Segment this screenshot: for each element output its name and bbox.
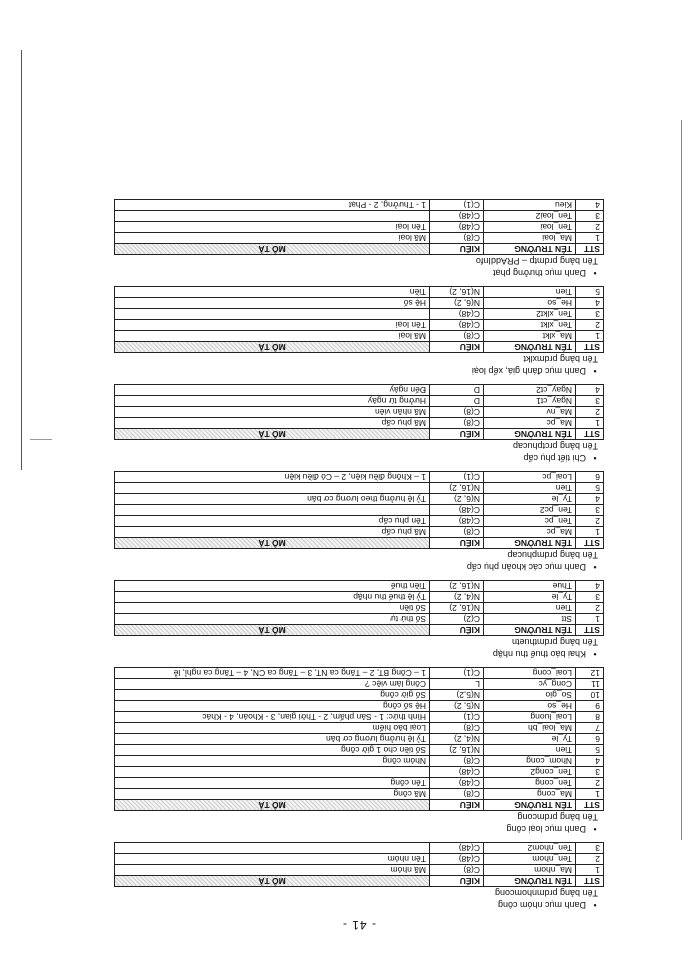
cell-mo-ta: Mã phụ cấp	[115, 527, 430, 538]
cell-ten-truong: Thue	[484, 581, 576, 592]
cell-mo-ta: Tỷ lệ hưởng lương cơ bản	[115, 734, 430, 745]
section-heading-text: Danh mục thưởng phạt	[493, 268, 586, 278]
cell-stt: 1	[576, 865, 604, 876]
cell-stt: 9	[576, 701, 604, 712]
cell-kieu: C(1)	[430, 472, 484, 483]
page-number: - 41 -	[342, 918, 377, 932]
cell-ten-truong: Ngay_ct2	[484, 385, 576, 396]
cell-kieu: N(6, 2)	[430, 494, 484, 505]
cell-kieu: C(8)	[430, 723, 484, 734]
cell-kieu: C(48)	[430, 854, 484, 865]
edge-dash-mark	[30, 439, 52, 440]
cell-stt: 12	[576, 668, 604, 679]
cell-mo-ta	[115, 309, 430, 320]
cell-ten-truong: Ma_cong	[484, 789, 576, 800]
header-kieu: KIỂU	[430, 244, 484, 255]
cell-kieu: C(8)	[430, 418, 484, 429]
cell-stt: 2	[576, 222, 604, 233]
cell-kieu: C(8)	[430, 527, 484, 538]
cell-mo-ta: 1 - Thưởng, 2 - Phạt	[115, 200, 430, 211]
table-row	[115, 233, 604, 244]
cell-mo-ta: Hình thức: 1 - Sản phẩm, 2 - Thời gian, 3 - Khoán, 4 - Khác	[115, 712, 430, 723]
section-heading	[114, 562, 604, 572]
cell-kieu: C(48)	[430, 767, 484, 778]
table-caption: Tên bảng prdmphucap	[507, 550, 598, 560]
table-row	[115, 581, 604, 592]
header-stt: STT	[576, 538, 604, 549]
cell-ten-truong: Kieu	[484, 200, 576, 211]
section-heading	[114, 366, 604, 376]
cell-mo-ta: Mã loại	[115, 331, 430, 342]
cell-ten-truong: Tien	[484, 745, 576, 756]
table-row	[115, 734, 604, 745]
cell-kieu: N(16, 2)	[430, 603, 484, 614]
cell-mo-ta: Số tiền cho 1 giờ công	[115, 745, 430, 756]
table-row	[115, 712, 604, 723]
table-row	[115, 287, 604, 298]
cell-mo-ta: Tỷ lệ hưởng theo lương cơ bản	[115, 494, 430, 505]
cell-ten-truong: Ten_xlkt2	[484, 309, 576, 320]
cell-kieu: L	[430, 679, 484, 690]
header-kieu: KIỂU	[430, 538, 484, 549]
cell-stt: 5	[576, 287, 604, 298]
header-stt: STT	[576, 342, 604, 353]
cell-kieu: C(2)	[430, 614, 484, 625]
table-row	[115, 854, 604, 865]
cell-mo-ta: Mã nhóm	[115, 865, 430, 876]
header-stt: STT	[576, 244, 604, 255]
field-table	[114, 199, 604, 255]
cell-kieu: D	[430, 396, 484, 407]
cell-stt: 2	[576, 778, 604, 789]
section-heading-text: Danh mục đánh giá, xếp loại	[471, 366, 586, 376]
header-stt: STT	[576, 800, 604, 811]
header-ten-truong: TÊN TRƯỜNG	[484, 625, 576, 636]
table-row	[115, 200, 604, 211]
cell-ten-truong: Ma_nv	[484, 407, 576, 418]
cell-kieu: N(5,2)	[430, 690, 484, 701]
section-heading	[114, 453, 604, 463]
table-row	[115, 614, 604, 625]
cell-mo-ta: Mã loại	[115, 233, 430, 244]
bullet-icon: •	[593, 268, 597, 278]
table-header-row	[115, 876, 604, 887]
table-row	[115, 472, 604, 483]
bullet-icon: •	[593, 453, 597, 463]
cell-stt: 4	[576, 385, 604, 396]
field-table	[114, 667, 604, 811]
table-row	[115, 723, 604, 734]
table-row	[115, 865, 604, 876]
cell-mo-ta: Tên nhóm	[115, 854, 430, 865]
left-margin-line	[21, 50, 22, 470]
table-row	[115, 309, 604, 320]
bullet-icon: •	[593, 824, 597, 834]
header-mo-ta: MÔ TẢ	[115, 876, 430, 887]
cell-kieu: N(16, 2)	[430, 287, 484, 298]
header-ten-truong: TÊN TRƯỜNG	[484, 800, 576, 811]
cell-ten-truong: Ten_cong2	[484, 767, 576, 778]
cell-stt: 1	[576, 418, 604, 429]
table-header-row	[115, 800, 604, 811]
sections-container	[114, 199, 604, 910]
table-row	[115, 527, 604, 538]
cell-mo-ta: Mã phụ cấp	[115, 418, 430, 429]
cell-stt: 3	[576, 211, 604, 222]
cell-kieu: C(8)	[430, 407, 484, 418]
cell-ten-truong: Tien	[484, 483, 576, 494]
cell-ten-truong: Ty_le	[484, 592, 576, 603]
cell-ten-truong: He_so	[484, 298, 576, 309]
table-row	[115, 789, 604, 800]
table-section	[114, 384, 604, 463]
header-stt: STT	[576, 429, 604, 440]
cell-stt: 7	[576, 723, 604, 734]
cell-stt: 3	[576, 309, 604, 320]
table-row	[115, 222, 604, 233]
bullet-icon: •	[593, 649, 597, 659]
cell-kieu: N(16, 2)	[430, 745, 484, 756]
cell-ten-truong: Cong_yc	[484, 679, 576, 690]
bullet-icon: •	[593, 900, 597, 910]
cell-stt: 1	[576, 614, 604, 625]
cell-ten-truong: Ten_cong	[484, 778, 576, 789]
table-row	[115, 407, 604, 418]
section-heading-text: Danh mục các khoản phụ cấp	[466, 562, 586, 572]
cell-mo-ta: Tiền	[115, 287, 430, 298]
cell-mo-ta: Hưởng từ ngày	[115, 396, 430, 407]
cell-kieu: N(16, 2)	[430, 483, 484, 494]
table-row	[115, 494, 604, 505]
table-row	[115, 385, 604, 396]
cell-mo-ta: Hệ số công	[115, 701, 430, 712]
cell-ten-truong: Ten_loai2	[484, 211, 576, 222]
cell-mo-ta: Tên phụ cấp	[115, 516, 430, 527]
cell-ten-truong: Loai_pc	[484, 472, 576, 483]
table-row	[115, 592, 604, 603]
cell-stt: 6	[576, 734, 604, 745]
cell-kieu: N(5, 2)	[430, 701, 484, 712]
section-heading-text: Khai báo thuế thu nhập	[492, 649, 586, 659]
table-section	[114, 667, 604, 834]
cell-ten-truong: Ma_pc	[484, 418, 576, 429]
header-kieu: KIỂU	[430, 429, 484, 440]
table-caption: Tên bảng prdmcong	[517, 812, 598, 822]
cell-kieu: N(16, 2)	[430, 581, 484, 592]
table-row	[115, 331, 604, 342]
table-header-row	[115, 342, 604, 353]
cell-mo-ta	[115, 843, 430, 854]
cell-stt: 3	[576, 767, 604, 778]
cell-mo-ta: Đến ngày	[115, 385, 430, 396]
cell-kieu: C(48)	[430, 516, 484, 527]
header-kieu: KIỂU	[430, 876, 484, 887]
cell-mo-ta: Loại bảo hiểm	[115, 723, 430, 734]
cell-mo-ta: Tên loại	[115, 320, 430, 331]
table-row	[115, 668, 604, 679]
cell-kieu: N(4, 2)	[430, 734, 484, 745]
table-caption: Tên bảng prdmxlkt	[523, 354, 598, 364]
cell-stt: 1	[576, 527, 604, 538]
table-row	[115, 418, 604, 429]
cell-mo-ta: Số tiền	[115, 603, 430, 614]
section-heading-text: Danh mục nhóm công	[497, 900, 586, 910]
cell-kieu: C(48)	[430, 309, 484, 320]
cell-mo-ta: Hệ số	[115, 298, 430, 309]
cell-stt: 8	[576, 712, 604, 723]
cell-ten-truong: Loai_cong	[484, 668, 576, 679]
table-row	[115, 298, 604, 309]
cell-ten-truong: Ma_pc	[484, 527, 576, 538]
table-row	[115, 767, 604, 778]
cell-stt: 5	[576, 745, 604, 756]
cell-mo-ta: 1 – Không điều kiện, 2 – Có điều kiện	[115, 472, 430, 483]
cell-stt: 3	[576, 843, 604, 854]
table-row	[115, 756, 604, 767]
header-ten-truong: TÊN TRƯỜNG	[484, 538, 576, 549]
bullet-icon: •	[593, 366, 597, 376]
cell-stt: 4	[576, 298, 604, 309]
header-ten-truong: TÊN TRƯỜNG	[484, 429, 576, 440]
table-row	[115, 745, 604, 756]
cell-mo-ta	[115, 483, 430, 494]
table-section	[114, 199, 604, 278]
cell-stt: 4	[576, 494, 604, 505]
table-row	[115, 505, 604, 516]
table-row	[115, 701, 604, 712]
cell-kieu: D	[430, 385, 484, 396]
table-row	[115, 679, 604, 690]
section-heading	[114, 824, 604, 834]
cell-mo-ta	[115, 211, 430, 222]
table-section	[114, 471, 604, 572]
cell-ten-truong: Ngay_ct1	[484, 396, 576, 407]
cell-ten-truong: So_gio	[484, 690, 576, 701]
cell-stt: 10	[576, 690, 604, 701]
cell-kieu: N(4, 2)	[430, 592, 484, 603]
cell-mo-ta: Nhóm công	[115, 756, 430, 767]
header-mo-ta: MÔ TẢ	[115, 244, 430, 255]
section-heading	[114, 268, 604, 278]
header-ten-truong: TÊN TRƯỜNG	[484, 244, 576, 255]
cell-kieu: C(1)	[430, 668, 484, 679]
cell-kieu: C(1)	[430, 712, 484, 723]
cell-mo-ta: 1 – Công BT, 2 – Tăng ca NT, 3 – Tăng ca CN, 4 – Tăng ca nghỉ, lễ	[115, 668, 430, 679]
cell-stt: 4	[576, 756, 604, 767]
cell-stt: 6	[576, 472, 604, 483]
cell-kieu: C(48)	[430, 843, 484, 854]
table-row	[115, 603, 604, 614]
header-stt: STT	[576, 876, 604, 887]
header-mo-ta: MÔ TẢ	[115, 342, 430, 353]
section-heading	[114, 900, 604, 910]
cell-kieu: C(48)	[430, 222, 484, 233]
table-header-row	[115, 244, 604, 255]
cell-ten-truong: Ma_loai	[484, 233, 576, 244]
table-header-row	[115, 538, 604, 549]
cell-mo-ta	[115, 505, 430, 516]
cell-mo-ta: Tiền thuế	[115, 581, 430, 592]
cell-stt: 2	[576, 516, 604, 527]
table-section	[114, 842, 604, 910]
table-row	[115, 211, 604, 222]
field-table	[114, 842, 604, 887]
table-row	[115, 396, 604, 407]
table-row	[115, 843, 604, 854]
document-content	[114, 199, 604, 960]
cell-stt: 4	[576, 200, 604, 211]
cell-kieu: C(8)	[430, 233, 484, 244]
field-table	[114, 580, 604, 636]
section-heading-text: Chi tiết phụ cấp	[523, 453, 586, 463]
cell-kieu: C(48)	[430, 505, 484, 516]
cell-kieu: C(48)	[430, 211, 484, 222]
table-caption: Tên bảng prdmtp – PRAddInfo	[475, 256, 598, 266]
cell-mo-ta: Số giờ công	[115, 690, 430, 701]
table-header-row	[115, 625, 604, 636]
cell-ten-truong: Ten_nhom2	[484, 843, 576, 854]
cell-kieu: C(48)	[430, 320, 484, 331]
cell-mo-ta: Mã nhân viên	[115, 407, 430, 418]
cell-mo-ta: Công làm việc ?	[115, 679, 430, 690]
bullet-icon: •	[593, 562, 597, 572]
table-caption: Tên bảng prctphucap	[512, 441, 598, 451]
table-row	[115, 778, 604, 789]
cell-ten-truong: Ma_xlkt	[484, 331, 576, 342]
cell-mo-ta: Tên loại	[115, 222, 430, 233]
section-heading	[114, 649, 604, 659]
cell-stt: 2	[576, 320, 604, 331]
cell-ten-truong: Ma_loai_bh	[484, 723, 576, 734]
header-kieu: KIỂU	[430, 342, 484, 353]
cell-ten-truong: Loai_luong	[484, 712, 576, 723]
cell-stt: 1	[576, 789, 604, 800]
table-row	[115, 483, 604, 494]
header-kieu: KIỂU	[430, 800, 484, 811]
cell-mo-ta: Số thứ tự	[115, 614, 430, 625]
cell-ten-truong: Ty_le	[484, 734, 576, 745]
cell-kieu: C(8)	[430, 789, 484, 800]
header-stt: STT	[576, 625, 604, 636]
header-mo-ta: MÔ TẢ	[115, 538, 430, 549]
table-row	[115, 690, 604, 701]
cell-ten-truong: Tien	[484, 603, 576, 614]
cell-stt: 2	[576, 854, 604, 865]
cell-mo-ta: Mã công	[115, 789, 430, 800]
table-row	[115, 320, 604, 331]
cell-kieu: C(1)	[430, 200, 484, 211]
cell-stt: 2	[576, 407, 604, 418]
cell-ten-truong: Ten_loai	[484, 222, 576, 233]
table-section	[114, 286, 604, 376]
cell-stt: 2	[576, 603, 604, 614]
cell-stt: 1	[576, 233, 604, 244]
cell-kieu: N(6, 2)	[430, 298, 484, 309]
cell-kieu: C(8)	[430, 331, 484, 342]
header-ten-truong: TÊN TRƯỜNG	[484, 876, 576, 887]
cell-stt: 4	[576, 581, 604, 592]
table-caption: Tên bảng prdmnhomcong	[494, 888, 598, 898]
header-kieu: KIỂU	[430, 625, 484, 636]
cell-stt: 3	[576, 396, 604, 407]
table-header-row	[115, 429, 604, 440]
table-caption: Tên bảng prdmthuetn	[511, 637, 598, 647]
cell-mo-ta: Tên công	[115, 778, 430, 789]
cell-stt: 3	[576, 505, 604, 516]
field-table	[114, 471, 604, 549]
cell-ten-truong: Stt	[484, 614, 576, 625]
right-margin-line	[681, 120, 682, 840]
section-heading-text: Danh mục loại công	[506, 824, 586, 834]
cell-ten-truong: Ma_nhom	[484, 865, 576, 876]
field-table	[114, 286, 604, 353]
header-ten-truong: TÊN TRƯỜNG	[484, 342, 576, 353]
cell-kieu: C(8)	[430, 756, 484, 767]
cell-ten-truong: Ten_xlkt	[484, 320, 576, 331]
header-mo-ta: MÔ TẢ	[115, 625, 430, 636]
cell-stt: 3	[576, 592, 604, 603]
cell-kieu: C(8)	[430, 865, 484, 876]
cell-kieu: C(48)	[430, 778, 484, 789]
cell-ten-truong: Ten_nhom	[484, 854, 576, 865]
cell-ten-truong: Ten_pc	[484, 516, 576, 527]
cell-ten-truong: Nhom_cong	[484, 756, 576, 767]
header-mo-ta: MÔ TẢ	[115, 800, 430, 811]
cell-ten-truong: Tien	[484, 287, 576, 298]
cell-ten-truong: He_so	[484, 701, 576, 712]
cell-ten-truong: Ty_le	[484, 494, 576, 505]
cell-stt: 1	[576, 331, 604, 342]
cell-mo-ta	[115, 767, 430, 778]
field-table	[114, 384, 604, 440]
cell-stt: 5	[576, 483, 604, 494]
cell-mo-ta: Tỷ lệ thuế thu nhập	[115, 592, 430, 603]
header-mo-ta: MÔ TẢ	[115, 429, 430, 440]
table-row	[115, 516, 604, 527]
table-section	[114, 580, 604, 659]
cell-stt: 11	[576, 679, 604, 690]
cell-ten-truong: Ten_pc2	[484, 505, 576, 516]
